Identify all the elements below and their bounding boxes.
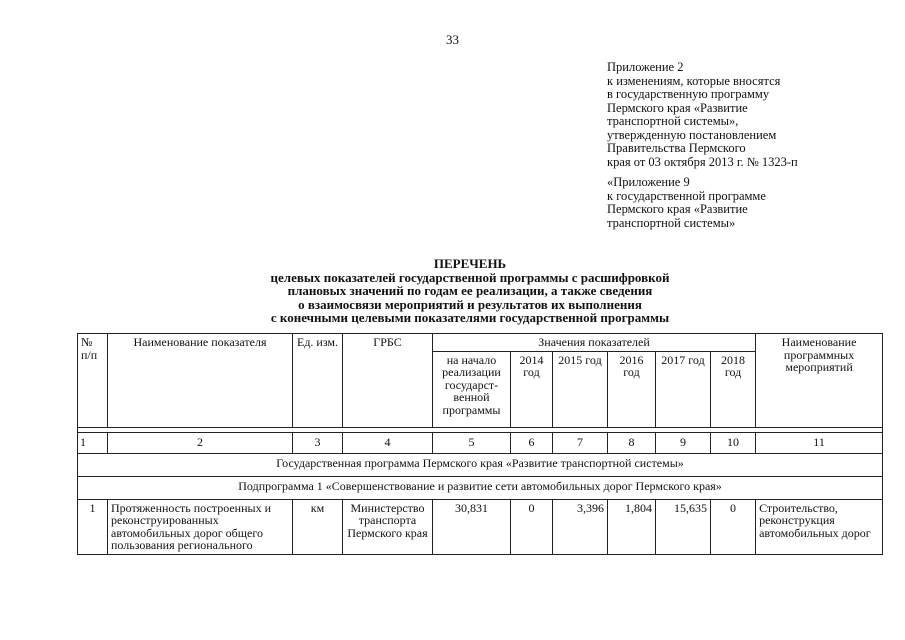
header-values-group: Значения показателей xyxy=(433,334,756,352)
column-number: 7 xyxy=(553,432,608,453)
header-num: № п/п xyxy=(78,334,108,428)
column-number: 4 xyxy=(343,432,433,453)
column-number: 3 xyxy=(293,432,343,453)
appendix-note-1 xyxy=(607,61,798,169)
appendix-line: к государственной программе xyxy=(607,188,766,203)
appendix-line: Правительства Пермского xyxy=(607,141,746,155)
column-number: 1 xyxy=(78,432,108,453)
page-number: 33 xyxy=(446,32,459,47)
row-activities: Строительство, реконструкция автомобильных дорог xyxy=(756,499,883,554)
appendix-line: в государственную программу xyxy=(607,87,770,101)
title-line: о взаимосвязи мероприятий и результатов их выполнения xyxy=(298,296,642,312)
appendix-line: Приложение 2 xyxy=(607,60,684,74)
header-2018: 2018 год xyxy=(711,351,756,427)
header-activities: Наименование программных мероприятий xyxy=(756,334,883,428)
row-start-value: 30,831 xyxy=(433,499,511,554)
appendix-line: к изменениям, которые вносятся xyxy=(607,73,781,88)
document-title xyxy=(170,257,770,325)
row-2016-value: 1,804 xyxy=(608,499,656,554)
appendix-line: Пермского края «Развитие xyxy=(607,202,748,216)
column-number: 8 xyxy=(608,432,656,453)
row-2018-value: 0 xyxy=(711,499,756,554)
header-unit: Ед. изм. xyxy=(293,334,343,428)
title-heading: ПЕРЕЧЕНЬ xyxy=(433,256,507,271)
header-2017: 2017 год xyxy=(656,351,711,427)
appendix-line: края от 03 октября 2013 г. № 1323-п xyxy=(607,154,798,169)
header-start: на начало реализации государст-венной программы xyxy=(433,351,511,427)
row-2014-value: 0 xyxy=(511,499,553,554)
row-unit: км xyxy=(293,499,343,554)
row-2015-value: 3,396 xyxy=(553,499,608,554)
appendix-note-2 xyxy=(607,176,766,230)
header-2014: 2014 год xyxy=(511,351,553,427)
header-name: Наименование показателя xyxy=(108,334,293,428)
appendix-line: Пермского края «Развитие xyxy=(607,100,748,115)
column-number: 10 xyxy=(711,432,756,453)
column-number: 2 xyxy=(108,432,293,453)
appendix-line: транспортной системы», xyxy=(607,114,739,128)
row-2017-value: 15,635 xyxy=(656,499,711,554)
row-name: Протяженность построенных и реконструированных автомобильных дорог общего пользования регионального xyxy=(108,499,293,554)
title-line: целевых показателей государственной программы с расшифровкой xyxy=(270,269,670,285)
row-grbs: Министерство транспорта Пермского края xyxy=(343,499,433,554)
title-line: плановых значений по годам ее реализации, а также сведения xyxy=(287,283,653,298)
header-2016: 2016 год xyxy=(608,351,656,427)
appendix-line: утвержденную постановлением xyxy=(607,127,777,142)
indicators-table xyxy=(77,333,883,555)
subprogram-row: Подпрограмма 1 «Совершенствование и развитие сети автомобильных дорог Пермского края» xyxy=(78,476,883,499)
column-number: 6 xyxy=(511,432,553,453)
program-row: Государственная программа Пермского края «Развитие транспортной системы» xyxy=(78,453,883,476)
column-number: 9 xyxy=(656,432,711,453)
table-row xyxy=(78,499,883,554)
header-2015: 2015 год xyxy=(553,351,608,427)
header-grbs: ГРБС xyxy=(343,334,433,428)
column-number: 11 xyxy=(756,432,883,453)
appendix-line: транспортной системы» xyxy=(607,215,736,230)
column-number: 5 xyxy=(433,432,511,453)
title-line: с конечными целевыми показателями государственной программы xyxy=(270,310,670,325)
appendix-line: «Приложение 9 xyxy=(607,175,690,189)
row-num: 1 xyxy=(78,499,108,554)
